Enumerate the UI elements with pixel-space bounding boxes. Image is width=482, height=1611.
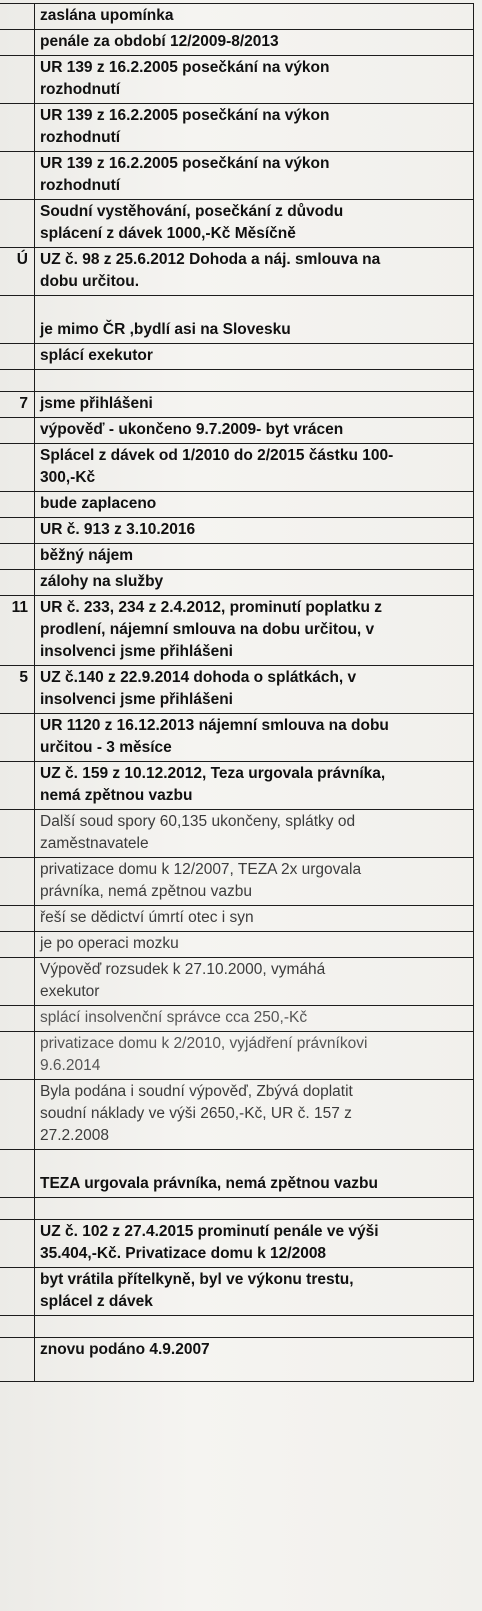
table-row <box>0 152 474 200</box>
row-left-cell <box>0 1316 35 1338</box>
row-left-cell <box>0 1198 35 1220</box>
row-left-cell: 5 <box>0 666 35 714</box>
row-left-cell <box>0 858 35 906</box>
row-note-cell: Další soud spory 60,135 ukončeny, splátky od zaměstnavatele <box>35 810 474 858</box>
row-left-cell <box>0 518 35 544</box>
row-left-cell <box>0 958 35 1006</box>
table-row <box>0 200 474 248</box>
table-row <box>0 370 474 392</box>
row-note-cell <box>35 1198 474 1220</box>
row-note-cell: bude zaplaceno <box>35 492 474 518</box>
table-row <box>0 30 474 56</box>
row-left-cell <box>0 762 35 810</box>
row-left-cell <box>0 370 35 392</box>
row-note-cell: zálohy na služby <box>35 570 474 596</box>
row-left-cell: 7 <box>0 392 35 418</box>
row-note-cell: Splácel z dávek od 1/2010 do 2/2015 částku 100- 300,-Kč <box>35 444 474 492</box>
row-note-cell <box>35 1316 474 1338</box>
row-note-cell: TEZA urgovala právníka, nemá zpětnou vazbu <box>35 1150 474 1198</box>
row-note-cell: znovu podáno 4.9.2007 <box>35 1338 474 1382</box>
row-left-cell: 11 <box>0 596 35 666</box>
table-row <box>0 104 474 152</box>
table-row <box>0 1316 474 1338</box>
table-row <box>0 518 474 544</box>
notes-table <box>0 3 474 1382</box>
row-note-cell: UZ č.140 z 22.9.2014 dohoda o splátkách, v insolvenci jsme přihlášeni <box>35 666 474 714</box>
table-row <box>0 544 474 570</box>
table-row <box>0 714 474 762</box>
row-left-cell <box>0 810 35 858</box>
row-note-cell: UR 1120 z 16.12.2013 nájemní smlouva na dobu určitou - 3 měsíce <box>35 714 474 762</box>
row-left-cell <box>0 104 35 152</box>
table-row <box>0 1032 474 1080</box>
row-left-cell <box>0 200 35 248</box>
table-row <box>0 1006 474 1032</box>
row-left-cell <box>0 1220 35 1268</box>
row-note-cell: UZ č. 159 z 10.12.2012, Teza urgovala právníka, nemá zpětnou vazbu <box>35 762 474 810</box>
row-left-cell <box>0 30 35 56</box>
notes-table-body <box>0 4 474 1382</box>
table-row <box>0 418 474 444</box>
row-note-cell: UR č. 913 z 3.10.2016 <box>35 518 474 544</box>
row-note-cell: privatizace domu k 12/2007, TEZA 2x urgovala právníka, nemá zpětnou vazbu <box>35 858 474 906</box>
row-note-cell: Soudní vystěhování, posečkání z důvodu splácení z dávek 1000,-Kč Měsíčně <box>35 200 474 248</box>
table-row <box>0 4 474 30</box>
table-row <box>0 932 474 958</box>
row-left-cell <box>0 1268 35 1316</box>
row-left-cell <box>0 492 35 518</box>
row-note-cell: UR 139 z 16.2.2005 posečkání na výkon rozhodnutí <box>35 104 474 152</box>
table-row <box>0 1080 474 1150</box>
table-row <box>0 810 474 858</box>
row-left-cell <box>0 570 35 596</box>
row-left-cell <box>0 4 35 30</box>
row-left-cell <box>0 418 35 444</box>
row-left-cell <box>0 1006 35 1032</box>
table-row <box>0 858 474 906</box>
row-note-cell: řeší se dědictví úmrtí otec i syn <box>35 906 474 932</box>
table-row <box>0 344 474 370</box>
row-note-cell: UZ č. 98 z 25.6.2012 Dohoda a náj. smlouva na dobu určitou. <box>35 248 474 296</box>
row-note-cell: jsme přihlášeni <box>35 392 474 418</box>
table-row <box>0 762 474 810</box>
table-row <box>0 1220 474 1268</box>
row-note-cell: splácí exekutor <box>35 344 474 370</box>
row-left-cell <box>0 1338 35 1382</box>
row-note-cell <box>35 370 474 392</box>
row-note-cell: UZ č. 102 z 27.4.2015 prominutí penále ve výši 35.404,-Kč. Privatizace domu k 12/2008 <box>35 1220 474 1268</box>
row-left-cell <box>0 296 35 344</box>
row-note-cell: UR 139 z 16.2.2005 posečkání na výkon rozhodnutí <box>35 56 474 104</box>
table-row <box>0 296 474 344</box>
row-left-cell <box>0 1032 35 1080</box>
row-note-cell: UR č. 233, 234 z 2.4.2012, prominutí poplatku z prodlení, nájemní smlouva na dobu určitou, v insolvenci jsme přihlášeni <box>35 596 474 666</box>
row-note-cell: Byla podána i soudní výpověď, Zbývá doplatit soudní náklady ve výši 2650,-Kč, UR č. 157 z 27.2.2008 <box>35 1080 474 1150</box>
row-note-cell: je po operaci mozku <box>35 932 474 958</box>
row-note-cell: UR 139 z 16.2.2005 posečkání na výkon rozhodnutí <box>35 152 474 200</box>
table-row <box>0 570 474 596</box>
row-left-cell <box>0 906 35 932</box>
row-note-cell: splácí insolvenční správce cca 250,-Kč <box>35 1006 474 1032</box>
row-left-cell <box>0 344 35 370</box>
table-row <box>0 1338 474 1382</box>
row-note-cell: výpověď - ukončeno 9.7.2009- byt vrácen <box>35 418 474 444</box>
row-left-cell <box>0 714 35 762</box>
row-note-cell: je mimo ČR ,bydlí asi na Slovesku <box>35 296 474 344</box>
row-note-cell: běžný nájem <box>35 544 474 570</box>
table-row <box>0 958 474 1006</box>
table-row <box>0 1198 474 1220</box>
row-left-cell <box>0 932 35 958</box>
table-row <box>0 56 474 104</box>
row-note-cell: byt vrátila přítelkyně, byl ve výkonu trestu, splácel z dávek <box>35 1268 474 1316</box>
row-note-cell: Výpověď rozsudek k 27.10.2000, vymáhá exekutor <box>35 958 474 1006</box>
row-note-cell: penále za období 12/2009-8/2013 <box>35 30 474 56</box>
row-left-cell <box>0 1080 35 1150</box>
table-row <box>0 248 474 296</box>
table-row <box>0 392 474 418</box>
table-row <box>0 492 474 518</box>
table-row <box>0 1150 474 1198</box>
table-row <box>0 906 474 932</box>
row-left-cell <box>0 544 35 570</box>
table-row <box>0 1268 474 1316</box>
table-row <box>0 666 474 714</box>
row-left-cell <box>0 152 35 200</box>
row-note-cell: zaslána upomínka <box>35 4 474 30</box>
table-row <box>0 596 474 666</box>
table-row <box>0 444 474 492</box>
row-left-cell <box>0 1150 35 1198</box>
row-left-cell: Ú <box>0 248 35 296</box>
row-left-cell <box>0 56 35 104</box>
row-note-cell: privatizace domu k 2/2010, vyjádření právníkovi 9.6.2014 <box>35 1032 474 1080</box>
row-left-cell <box>0 444 35 492</box>
